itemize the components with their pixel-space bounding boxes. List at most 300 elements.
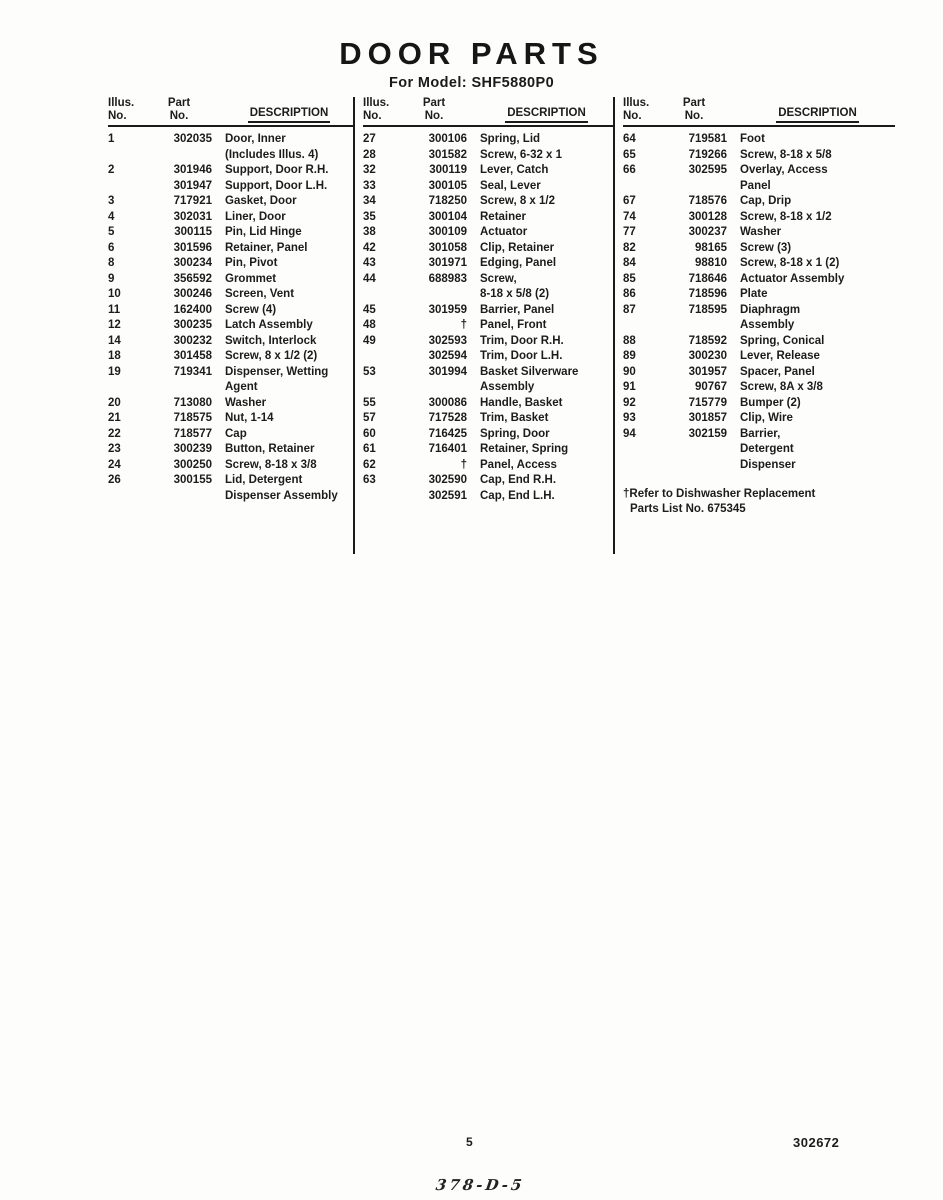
header-illus-line1: Illus. — [363, 97, 390, 109]
illus-no-cell: 57 — [363, 412, 376, 424]
description-cell: Lever, Catch — [480, 164, 549, 176]
illus-no-cell: 10 — [108, 288, 121, 300]
part-no-cell: 300239 — [173, 443, 212, 455]
illus-no-cell: 21 — [108, 412, 121, 424]
part-no-cell: 717528 — [428, 412, 467, 424]
table-row — [108, 458, 353, 474]
description-cell: Support, Door R.H. — [225, 164, 329, 176]
description-cell: Overlay, Access — [740, 164, 828, 176]
part-no-cell: 300086 — [428, 396, 467, 409]
part-no-cell: 719266 — [688, 148, 727, 161]
description-cell: Retainer, Panel — [225, 241, 308, 254]
illus-no-cell: 5 — [108, 226, 115, 238]
table-row — [108, 318, 353, 334]
description-cell: Screen, Vent — [225, 288, 295, 300]
description-cell: Switch, Interlock — [225, 334, 317, 347]
description-cell: Clip, Retainer — [480, 241, 555, 254]
description-cell: Barrier, — [740, 427, 781, 440]
header-illus-no — [623, 97, 661, 123]
table-row — [363, 489, 613, 505]
description-cell: Agent — [225, 381, 258, 393]
illus-no-cell: 89 — [623, 350, 636, 362]
description-cell: Dispenser Assembly — [225, 489, 338, 502]
part-no-cell: 302035 — [173, 133, 212, 145]
illus-no-cell: 22 — [108, 427, 121, 440]
illus-no-cell: 19 — [108, 365, 121, 378]
description-cell: Screw, 8-18 x 5/8 — [740, 148, 832, 161]
illus-no-cell: 26 — [108, 474, 121, 486]
part-no-cell: 162400 — [173, 303, 212, 316]
illus-no-cell: 3 — [108, 195, 115, 207]
header-description-label: DESCRIPTION — [776, 107, 859, 123]
illus-no-cell — [108, 148, 146, 164]
illus-no-cell: 55 — [363, 396, 376, 409]
illus-no-cell — [623, 442, 661, 458]
part-no-cell: 90767 — [695, 381, 727, 393]
table-row — [108, 411, 353, 427]
part-no-cell: 301947 — [173, 179, 212, 192]
table-row — [108, 303, 353, 319]
description-cell: Foot — [740, 133, 765, 145]
description-cell: (Includes Illus. 4) — [225, 148, 319, 161]
illus-no-cell — [363, 349, 401, 365]
illus-no-cell: 84 — [623, 257, 636, 269]
table-row — [108, 210, 353, 226]
footnote-line2: Parts List No. 675345 — [630, 503, 746, 515]
parts-table — [108, 97, 943, 554]
table-row — [108, 225, 353, 241]
part-no-cell: 716425 — [428, 427, 467, 440]
description-cell: 8-18 x 5/8 (2) — [480, 288, 550, 300]
description-cell: Button, Retainer — [225, 443, 315, 455]
header-illus-no — [108, 97, 146, 123]
table-row — [623, 303, 895, 319]
part-no-cell — [661, 442, 727, 458]
part-no-cell: 300234 — [173, 257, 212, 269]
description-cell: Actuator Assembly — [740, 272, 845, 285]
illus-no-cell: 48 — [363, 319, 376, 331]
table-row — [108, 287, 353, 303]
parts-column-3 — [613, 97, 895, 554]
illus-no-cell: 20 — [108, 396, 121, 409]
table-row — [108, 427, 353, 443]
description-cell: Door, Inner — [225, 133, 286, 145]
table-row — [108, 334, 353, 350]
table-row — [623, 365, 895, 381]
table-row — [108, 442, 353, 458]
illus-no-cell: 8 — [108, 257, 115, 269]
illus-no-cell: 34 — [363, 195, 376, 207]
description-cell: Handle, Basket — [480, 396, 563, 409]
part-no-cell: 718575 — [173, 412, 212, 424]
illus-no-cell: 88 — [623, 334, 636, 347]
description-cell: Assembly — [480, 381, 535, 393]
part-no-cell: 718646 — [688, 272, 727, 285]
illus-no-cell: 42 — [363, 241, 376, 254]
table-row — [363, 349, 613, 365]
description-cell: Screw (4) — [225, 303, 277, 316]
part-no-cell: 718577 — [173, 427, 212, 440]
part-no-cell: 718595 — [688, 303, 727, 316]
table-row — [363, 458, 613, 474]
table-row — [108, 148, 353, 164]
table-row — [363, 148, 613, 164]
part-no-cell: † — [460, 319, 467, 331]
illus-no-cell — [623, 458, 661, 474]
table-row — [363, 303, 613, 319]
part-no-cell: 300237 — [688, 226, 727, 238]
table-row — [363, 287, 613, 303]
header-part-no — [146, 97, 212, 123]
illus-no-cell: 49 — [363, 334, 376, 347]
illus-no-cell: 43 — [363, 257, 376, 269]
illus-no-cell: 90 — [623, 365, 636, 378]
description-cell: Panel, Access — [480, 458, 557, 471]
part-no-cell: 301959 — [428, 303, 467, 316]
description-cell: Cap, End L.H. — [480, 489, 555, 502]
description-cell: Cap, Drip — [740, 195, 792, 207]
description-cell: Edging, Panel — [480, 257, 557, 269]
description-cell: Washer — [740, 226, 782, 238]
description-cell: Liner, Door — [225, 210, 286, 223]
illus-no-cell: 18 — [108, 350, 121, 362]
table-row — [363, 210, 613, 226]
table-row — [623, 442, 895, 458]
description-cell: Screw, 8-18 x 1 (2) — [740, 257, 840, 269]
part-no-cell: 300106 — [428, 133, 467, 145]
table-row — [108, 241, 353, 257]
illus-no-cell — [363, 287, 401, 303]
illus-no-cell: 32 — [363, 164, 376, 176]
illus-no-cell: 35 — [363, 210, 376, 223]
table-row — [623, 318, 895, 334]
part-no-cell: 301857 — [688, 412, 727, 424]
table-row — [363, 396, 613, 412]
part-no-cell — [146, 148, 212, 164]
header-description-label: DESCRIPTION — [505, 107, 588, 123]
illus-no-cell: 82 — [623, 241, 636, 254]
table-row — [363, 442, 613, 458]
table-row — [108, 179, 353, 195]
description-cell: Clip, Wire — [740, 412, 793, 424]
illus-no-cell — [363, 380, 401, 396]
table-row — [623, 256, 895, 272]
illus-no-cell — [108, 179, 146, 195]
header-part-line1: Part — [167, 97, 191, 109]
table-header — [623, 97, 895, 127]
table-row — [623, 241, 895, 257]
illus-no-cell: 23 — [108, 443, 121, 455]
footnote — [623, 487, 895, 517]
illus-no-cell: 44 — [363, 272, 376, 285]
table-row — [623, 210, 895, 226]
part-no-cell: 300115 — [174, 226, 212, 238]
illus-no-cell — [623, 179, 661, 195]
part-no-cell: 719341 — [173, 365, 212, 378]
description-cell: Basket Silverware — [480, 365, 579, 378]
part-no-cell: 300109 — [428, 226, 467, 238]
table-row — [623, 411, 895, 427]
description-cell: Trim, Door L.H. — [480, 350, 563, 362]
table-row — [108, 380, 353, 396]
part-no-cell — [146, 489, 212, 505]
table-row — [108, 349, 353, 365]
description-cell: Spring, Lid — [480, 133, 541, 145]
table-row — [363, 241, 613, 257]
part-no-cell: 301596 — [173, 241, 212, 254]
header-part-line1: Part — [682, 97, 706, 109]
table-row — [108, 365, 353, 381]
description-cell: Screw, 8 x 1/2 — [480, 195, 556, 207]
table-row — [108, 132, 353, 148]
part-no-cell: 301582 — [428, 148, 467, 161]
part-no-cell — [401, 380, 467, 396]
footnote-line1: †Refer to Dishwasher Replacement — [623, 488, 816, 500]
table-row — [363, 318, 613, 334]
part-no-cell: 301946 — [173, 164, 212, 176]
illus-no-cell: 63 — [363, 474, 376, 486]
header-part-line2: No. — [684, 110, 704, 122]
illus-no-cell: 65 — [623, 148, 636, 161]
part-no-cell: 301458 — [173, 350, 212, 362]
description-cell: Cap — [225, 427, 247, 440]
part-no-cell: 300105 — [428, 179, 467, 192]
table-row — [623, 396, 895, 412]
part-no-cell: 302031 — [173, 210, 212, 223]
part-no-cell: 718596 — [688, 288, 727, 300]
part-no-cell: 98165 — [695, 241, 727, 254]
header-illus-line1: Illus. — [623, 97, 650, 109]
table-row — [108, 272, 353, 288]
part-no-cell: 718250 — [428, 195, 467, 207]
header-illus-line1: Illus. — [108, 97, 135, 109]
illus-no-cell: 45 — [363, 303, 376, 316]
part-no-cell — [401, 287, 467, 303]
part-no-cell: 301957 — [688, 365, 727, 378]
table-row — [363, 132, 613, 148]
illus-no-cell: 14 — [108, 334, 121, 347]
table-row — [363, 179, 613, 195]
part-no-cell: 300235 — [173, 319, 212, 331]
illus-no-cell: 86 — [623, 288, 636, 300]
illus-no-cell: 12 — [108, 319, 121, 331]
description-cell: Screw, 8A x 3/8 — [740, 381, 823, 393]
page-title: DOOR PARTS — [339, 36, 604, 71]
part-no-cell: 688983 — [428, 272, 467, 285]
header-description — [467, 97, 613, 123]
description-cell: Diaphragm — [740, 303, 801, 316]
description-cell: Dispenser — [740, 458, 796, 471]
table-row — [623, 163, 895, 179]
header-part-line2: No. — [169, 110, 189, 122]
table-row — [623, 380, 895, 396]
part-no-cell: 300232 — [173, 334, 212, 347]
part-no-cell: 301058 — [428, 241, 467, 254]
description-cell: Spring, Door — [480, 427, 550, 440]
table-row — [363, 473, 613, 489]
description-cell: Lid, Detergent — [225, 474, 303, 486]
part-no-cell: 300250 — [173, 458, 212, 471]
part-no-cell: 356592 — [173, 272, 212, 285]
description-cell: Retainer — [480, 210, 527, 223]
header-part-no — [661, 97, 727, 123]
description-cell: Pin, Lid Hinge — [225, 226, 302, 238]
table-row — [363, 256, 613, 272]
table-row — [363, 427, 613, 443]
header-part-no — [401, 97, 467, 123]
illus-no-cell: 1 — [108, 133, 115, 145]
illus-no-cell: 77 — [623, 226, 636, 238]
description-cell: Plate — [740, 288, 768, 300]
description-cell: Retainer, Spring — [480, 443, 569, 455]
illus-no-cell: 6 — [108, 241, 115, 254]
illus-no-cell: 87 — [623, 303, 636, 316]
part-no-cell: 302594 — [428, 350, 467, 362]
description-cell: Dispenser, Wetting — [225, 365, 329, 378]
table-header — [108, 97, 353, 127]
illus-no-cell — [108, 380, 146, 396]
description-cell: Actuator — [480, 226, 528, 238]
table-row — [363, 411, 613, 427]
illus-no-cell: 67 — [623, 195, 636, 207]
illus-no-cell: 4 — [108, 210, 115, 223]
part-no-cell: 713080 — [173, 396, 212, 409]
header-illus-no — [363, 97, 401, 123]
illus-no-cell: 28 — [363, 148, 376, 161]
table-row — [363, 194, 613, 210]
part-no-cell: 718576 — [688, 195, 727, 207]
description-cell: Pin, Pivot — [225, 257, 278, 269]
table-row — [623, 272, 895, 288]
table-row — [623, 334, 895, 350]
illus-no-cell: 2 — [108, 164, 115, 176]
description-cell: Screw, 8-18 x 1/2 — [740, 210, 832, 223]
part-no-cell: 715779 — [688, 396, 727, 409]
description-cell: Gasket, Door — [225, 195, 297, 207]
part-no-cell: 302593 — [428, 334, 467, 347]
part-no-cell: 302159 — [688, 427, 727, 440]
illus-no-cell: 91 — [623, 381, 636, 393]
description-cell: Washer — [225, 396, 267, 409]
part-no-cell: 302591 — [428, 489, 467, 502]
page-subtitle: For Model: SHF5880P0 — [388, 75, 555, 91]
illus-no-cell: 74 — [623, 210, 636, 223]
description-cell: Trim, Door R.H. — [480, 334, 564, 347]
header-description — [727, 97, 895, 123]
parts-column-2 — [353, 97, 613, 554]
table-row — [108, 194, 353, 210]
description-cell: Detergent — [740, 443, 794, 455]
part-no-cell — [146, 380, 212, 396]
description-cell: Screw, 8-18 x 3/8 — [225, 458, 317, 471]
parts-rows-2 — [363, 132, 613, 504]
description-cell: Barrier, Panel — [480, 303, 555, 316]
table-row — [623, 427, 895, 443]
part-no-cell: 717921 — [173, 195, 212, 207]
part-no-cell: 716401 — [428, 443, 467, 455]
part-no-cell: 300155 — [173, 474, 212, 486]
table-row — [623, 287, 895, 303]
illus-no-cell: 62 — [363, 458, 376, 471]
description-cell: Trim, Basket — [480, 412, 549, 424]
table-row — [623, 349, 895, 365]
illus-no-cell: 53 — [363, 365, 376, 378]
illus-no-cell: 94 — [623, 427, 636, 440]
description-cell: Latch Assembly — [225, 319, 313, 331]
part-no-cell: 300230 — [688, 350, 727, 362]
illus-no-cell: 27 — [363, 133, 376, 145]
part-no-cell — [661, 179, 727, 195]
table-row — [363, 272, 613, 288]
description-cell: Panel — [740, 179, 771, 192]
header-illus-line2: No. — [623, 110, 642, 122]
description-cell: Screw (3) — [740, 241, 792, 254]
part-no-cell: 718592 — [688, 334, 727, 347]
table-row — [363, 365, 613, 381]
part-no-cell: 98810 — [695, 257, 727, 269]
table-row — [108, 396, 353, 412]
table-row — [108, 489, 353, 505]
table-row — [363, 334, 613, 350]
parts-rows-1 — [108, 132, 353, 504]
description-cell: Spacer, Panel — [740, 365, 815, 378]
parts-column-1 — [108, 97, 353, 554]
part-no-cell: 719581 — [688, 133, 727, 145]
description-cell: Screw, 8 x 1/2 (2) — [225, 350, 318, 362]
illus-no-cell: 61 — [363, 443, 376, 455]
description-cell: Support, Door L.H. — [225, 179, 328, 192]
illus-no-cell: 64 — [623, 133, 636, 145]
table-row — [623, 179, 895, 195]
header-part-line1: Part — [422, 97, 446, 109]
part-no-cell: 301994 — [428, 365, 467, 378]
illus-no-cell: 9 — [108, 272, 115, 285]
description-cell: Grommet — [225, 272, 277, 285]
illus-no-cell: 92 — [623, 396, 636, 409]
description-cell: Panel, Front — [480, 319, 547, 331]
part-no-cell: 301971 — [428, 257, 467, 269]
page-number: 5 — [466, 1135, 473, 1149]
description-cell: Lever, Release — [740, 350, 820, 362]
description-cell: Spring, Conical — [740, 334, 825, 347]
illus-no-cell: 11 — [108, 303, 121, 316]
parts-rows-3 — [623, 132, 895, 473]
description-cell: Bumper (2) — [740, 396, 801, 409]
illus-no-cell: 60 — [363, 427, 376, 440]
description-cell: Nut, 1-14 — [225, 412, 274, 424]
table-row — [623, 225, 895, 241]
part-no-cell: 300104 — [428, 210, 467, 223]
header-illus-line2: No. — [363, 110, 382, 122]
description-cell: Seal, Lever — [480, 179, 541, 192]
table-row — [623, 194, 895, 210]
illus-no-cell: 24 — [108, 458, 121, 471]
part-no-cell: † — [460, 458, 467, 471]
illus-no-cell — [363, 489, 401, 505]
part-no-cell: 300246 — [173, 288, 212, 300]
description-cell: Assembly — [740, 319, 795, 331]
table-row — [623, 148, 895, 164]
illus-no-cell: 85 — [623, 272, 636, 285]
table-row — [363, 225, 613, 241]
part-no-cell — [661, 318, 727, 334]
table-row — [363, 163, 613, 179]
table-row — [623, 132, 895, 148]
document-number: 302672 — [793, 1135, 840, 1150]
table-row — [108, 473, 353, 489]
table-row — [363, 380, 613, 396]
part-no-cell: 300119 — [429, 164, 467, 176]
